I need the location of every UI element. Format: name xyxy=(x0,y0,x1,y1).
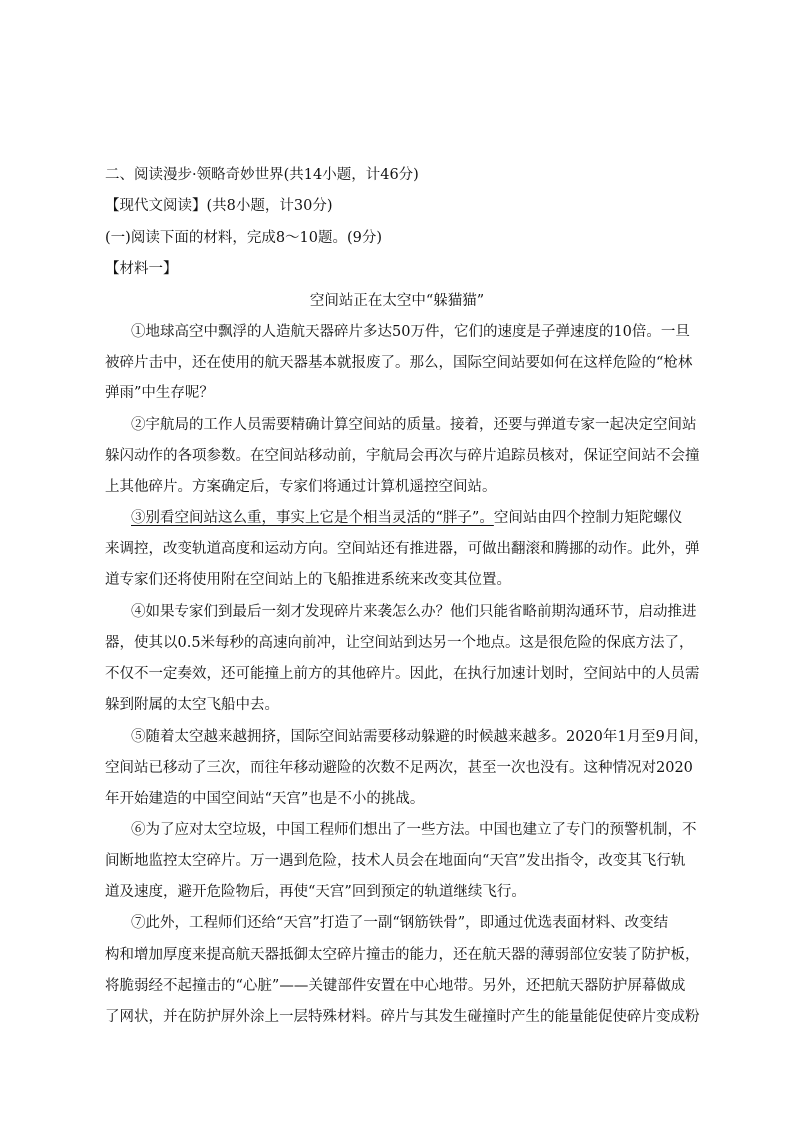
paragraph-6-line: 道及速度，避开危险物后，再使“天宫”回到预定的轨道继续飞行。 xyxy=(105,884,526,900)
paragraph-4-line: 不仅不一定奏效，还可能撞上前方的其他碎片。因此，在执行加速计划时，空间站中的人员需 xyxy=(105,666,700,682)
paragraph-7-line: 了网状，并在防护屏外涂上一层特殊材料。碎片与其发生碰撞时产生的能量能促使碎片变成粉 xyxy=(105,1009,700,1025)
section-subheader: 【现代文阅读】(共8小题，计30分) xyxy=(105,198,333,214)
paragraph-1-line: ①地球高空中飘浮的人造航天器碎片多达50万件，它们的速度是子弹速度的10倍。一旦 xyxy=(131,324,690,340)
paragraph-2-line: ②宇航局的工作人员需要精确计算空间站的质量。接着，还要与弹道专家一起决定空间站 xyxy=(131,417,697,433)
paragraph-3-line xyxy=(131,508,716,528)
paragraph-7-line: 将脆弱经不起撞击的“心脏”——关键部件安置在中心地带。另外，还把航天器防护屏幕做成 xyxy=(105,978,686,994)
material-label: 【材料一】 xyxy=(105,261,178,277)
article-title: 空间站正在太空中“躲猫猫” xyxy=(309,293,485,309)
question-instruction: (一)阅读下面的材料，完成8～10题。(9分) xyxy=(105,230,383,246)
paragraph-5-line: 空间站已移动了三次，而往年移动避险的次数不足两次，甚至一次也没有。这种情况对2020 xyxy=(105,760,693,776)
paragraph-3-line: 道专家们还将使用附在空间站上的飞船推进系统来改变其位置。 xyxy=(105,572,511,588)
paragraph-1-line: 弹雨”中生存呢？ xyxy=(105,385,214,401)
paragraph-6-line: 间断地监控太空碎片。万一遇到危险，技术人员会在地面向“天宫”发出指令，改变其飞行轨 xyxy=(105,853,686,869)
paragraph-3-line: 来调控，改变轨道高度和运动方向。空间站还有推进器，可做出翻滚和腾挪的动作。此外，弹 xyxy=(105,541,700,557)
paragraph-5-line: ⑤随着太空越来越拥挤，国际空间站需要移动躲避的时候越来越多。2020年1月至9月间， xyxy=(131,729,709,745)
paragraph-3-continuation: 空间站由四个控制力矩陀螺仪 xyxy=(493,510,683,526)
paragraph-7-line: 构和增加厚度来提高航天器抵御太空碎片撞击的能力，还在航天器的薄弱部位安装了防护板， xyxy=(105,947,700,963)
paragraph-2-line: 躲闪动作的各项参数。在空间站移动前，宇航局会再次与碎片追踪员核对，保证空间站不会撞 xyxy=(105,448,700,464)
underlined-sentence: ③别看空间站这么重，事实上它是个相当灵活的“胖子”。 xyxy=(131,510,494,526)
paragraph-6-line: ⑥为了应对太空垃圾，中国工程师们想出了一些方法。中国也建立了专门的预警机制，不 xyxy=(131,822,697,838)
paragraph-2-line: 上其他碎片。方案确定后，专家们将通过计算机遥控空间站。 xyxy=(105,479,497,495)
section-header: 二、阅读漫步·领略奇妙世界(共14小题，计46分) xyxy=(105,167,419,183)
paragraph-4-line: 器，使其以0.5米每秒的高速向前冲，让空间站到达另一个地点。这是很危险的保底方法了， xyxy=(105,635,694,651)
paragraph-4-line: ④如果专家们到最后一刻才发现碎片来袭怎么办？他们只能省略前期沟通环节，启动推进 xyxy=(131,604,697,620)
paragraph-7-line: ⑦此外，工程师们还给“天宫”打造了一副“钢筋铁骨”，即通过优选表面材料、改变结 xyxy=(131,915,669,931)
paragraph-5-line: 年开始建造的中国空间站“天宫”也是不小的挑战。 xyxy=(105,791,425,807)
paragraph-1-line: 被碎片击中，还在使用的航天器基本就报废了。那么，国际空间站要如何在这样危险的“枪林 xyxy=(105,355,693,371)
paragraph-4-line: 躲到附属的太空飞船中去。 xyxy=(105,697,279,713)
